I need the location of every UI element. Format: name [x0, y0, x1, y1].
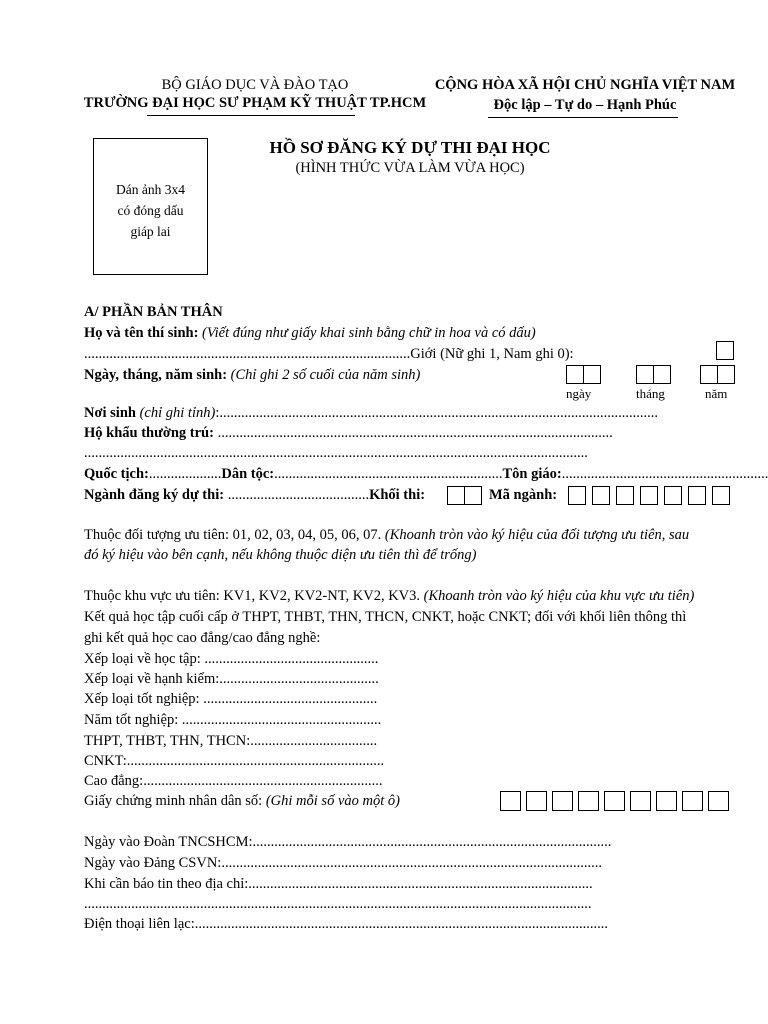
birthplace-note: (chỉ ghi tỉnh) — [135, 405, 216, 421]
id-note: (Ghi mỗi số vào một ô) — [265, 793, 400, 809]
form-subtitle: (HÌNH THỨC VỪA LÀM VỪA HỌC) — [295, 160, 525, 176]
major-label: Ngành đăng ký dự thi: — [84, 487, 225, 503]
photo-text-line: giáp lai — [130, 224, 171, 239]
major-code-box[interactable] — [640, 486, 658, 505]
residence-row[interactable] — [84, 425, 613, 442]
contact-address-dots[interactable]: ............................................................................................................................................ — [84, 896, 592, 912]
ethnicity-dots: ............................................................... — [274, 466, 503, 482]
conduct-rank-field[interactable]: Xếp loại về hạnh kiểm:............................................ — [84, 671, 379, 687]
photo-text-line: có đóng dấu — [117, 203, 184, 218]
section-heading: A/ PHẦN BẢN THÂN — [84, 304, 223, 320]
year-box-1[interactable] — [700, 365, 718, 384]
college-field[interactable]: Cao đẳng:.................................................................. — [84, 773, 383, 789]
nationality-row[interactable] — [84, 466, 768, 483]
residence-dots-line[interactable]: ........................................................................................................................................... — [84, 445, 588, 461]
major-row[interactable] — [84, 487, 425, 504]
month-label: tháng — [636, 386, 665, 401]
block-box-2[interactable] — [464, 486, 482, 505]
priority-note: (Khoanh tròn vào ký hiệu của đối tượng ưu tiên, sau — [384, 527, 690, 543]
motto-underline — [488, 117, 678, 118]
major-dots: ....................................... — [224, 487, 370, 503]
dob-label: Ngày, tháng, năm sinh: — [84, 367, 228, 383]
region-line — [84, 588, 694, 605]
day-box-1[interactable] — [566, 365, 584, 384]
dob-note: (Chỉ ghi 2 số cuối của năm sinh) — [227, 367, 421, 383]
nationality-label: Quốc tịch: — [84, 466, 149, 482]
id-box[interactable] — [708, 791, 729, 811]
results-line-1: Kết quả học tập cuối cấp ở THPT, THBT, THN, THCN, CNKT, hoặc CNKT; đối với khối liên thông thì — [84, 609, 687, 625]
republic-name: CỘNG HÒA XÃ HỘI CHỦ NGHĨA VIỆT NAM — [434, 77, 736, 93]
region-note: (Khoanh tròn vào ký hiệu của khu vực ưu tiên) — [423, 588, 695, 604]
name-field[interactable] — [84, 346, 574, 363]
dob-row — [84, 367, 420, 384]
year-label: năm — [705, 386, 728, 401]
name-dots: .......................................................................................... — [84, 346, 411, 362]
major-code-box[interactable] — [664, 486, 682, 505]
name-row — [84, 325, 536, 342]
form-title: HỒ SƠ ĐĂNG KÝ DỰ THI ĐẠI HỌC — [269, 138, 551, 157]
phone-field[interactable]: Điện thoại liên lạc:.................................................................................................................. — [84, 916, 608, 932]
religion-dots: ......................................................... — [561, 466, 768, 482]
major-code-box[interactable] — [688, 486, 706, 505]
name-label: Họ và tên thí sinh: — [84, 325, 199, 341]
religion-label: Tôn giáo: — [502, 466, 562, 482]
id-box[interactable] — [578, 791, 599, 811]
thpt-field[interactable]: THPT, THBT, THN, THCN:................................... — [84, 733, 378, 749]
major-code-box[interactable] — [616, 486, 634, 505]
graduation-rank-field[interactable]: Xếp loại tốt nghiệp: ................................................ — [84, 691, 378, 707]
gender-box[interactable] — [716, 341, 734, 360]
major-code-label: Mã ngành: — [489, 487, 558, 503]
block-label: Khối thi: — [369, 487, 426, 503]
residence-label: Hộ khẩu thường trú: — [84, 425, 214, 441]
party-date-field[interactable]: Ngày vào Đảng CSVN:......................................................................................................... — [84, 855, 602, 871]
id-box[interactable] — [552, 791, 573, 811]
major-code-box[interactable] — [712, 486, 730, 505]
month-box-1[interactable] — [636, 365, 654, 384]
region-text: Thuộc khu vực ưu tiên: KV1, KV2, KV2-NT, KV2, KV3. — [84, 588, 424, 604]
major-code-box[interactable] — [592, 486, 610, 505]
youth-union-date-field[interactable]: Ngày vào Đoàn TNCSHCM:................................................................................................... — [84, 834, 612, 850]
id-box[interactable] — [682, 791, 703, 811]
year-box-2[interactable] — [717, 365, 735, 384]
ministry-name: BỘ GIÁO DỤC VÀ ĐÀO TẠO — [161, 77, 349, 93]
month-box-2[interactable] — [653, 365, 671, 384]
id-box[interactable] — [500, 791, 521, 811]
id-box[interactable] — [526, 791, 547, 811]
study-rank-field[interactable]: Xếp loại về học tập: ................................................ — [84, 651, 379, 667]
block-box-1[interactable] — [447, 486, 465, 505]
photo-text-line: Dán ảnh 3x4 — [116, 182, 185, 197]
results-line-2: ghi kết quả học cao đẳng/cao đẳng nghề: — [84, 630, 321, 646]
birthplace-dots: :......................................................................................................................... — [215, 405, 658, 421]
id-box[interactable] — [656, 791, 677, 811]
priority-text: Thuộc đối tượng ưu tiên: 01, 02, 03, 04, 05, 06, 07. — [84, 527, 385, 543]
id-label: Giấy chứng minh nhân dân số: — [84, 793, 266, 809]
graduation-year-field[interactable]: Năm tốt nghiệp: ....................................................... — [84, 712, 382, 728]
gender-label: Giới (Nữ ghi 1, Nam ghi 0): — [410, 346, 574, 362]
cnkt-field[interactable]: CNKT:....................................................................... — [84, 753, 385, 769]
priority-line-1 — [84, 527, 689, 544]
nationality-dots: .................... — [148, 466, 222, 482]
birthplace-label: Nơi sinh — [84, 405, 136, 421]
id-box[interactable] — [630, 791, 651, 811]
residence-dots: ............................................................................................................. — [213, 425, 613, 441]
contact-address-field[interactable]: Khi cần báo tin theo địa chỉ:............................................................................................... — [84, 876, 593, 892]
priority-line-2: đó ký hiệu vào bên cạnh, nếu không thuộc diện ưu tiên thì để trống) — [84, 547, 477, 563]
id-row — [84, 793, 400, 810]
day-box-2[interactable] — [583, 365, 601, 384]
national-motto: Độc lập – Tự do – Hạnh Phúc — [493, 97, 677, 113]
day-label: ngày — [566, 386, 592, 401]
birthplace-row[interactable] — [84, 405, 658, 422]
photo-placeholder — [93, 138, 208, 275]
ethnicity-label: Dân tộc: — [221, 466, 275, 482]
id-box[interactable] — [604, 791, 625, 811]
school-name: TRƯỜNG ĐẠI HỌC SƯ PHẠM KỸ THUẬT TP.HCM — [83, 95, 427, 111]
name-note: (Viết đúng như giấy khai sinh bằng chữ in hoa và có dấu) — [198, 325, 536, 341]
school-underline — [147, 115, 355, 116]
major-code-box[interactable] — [568, 486, 586, 505]
